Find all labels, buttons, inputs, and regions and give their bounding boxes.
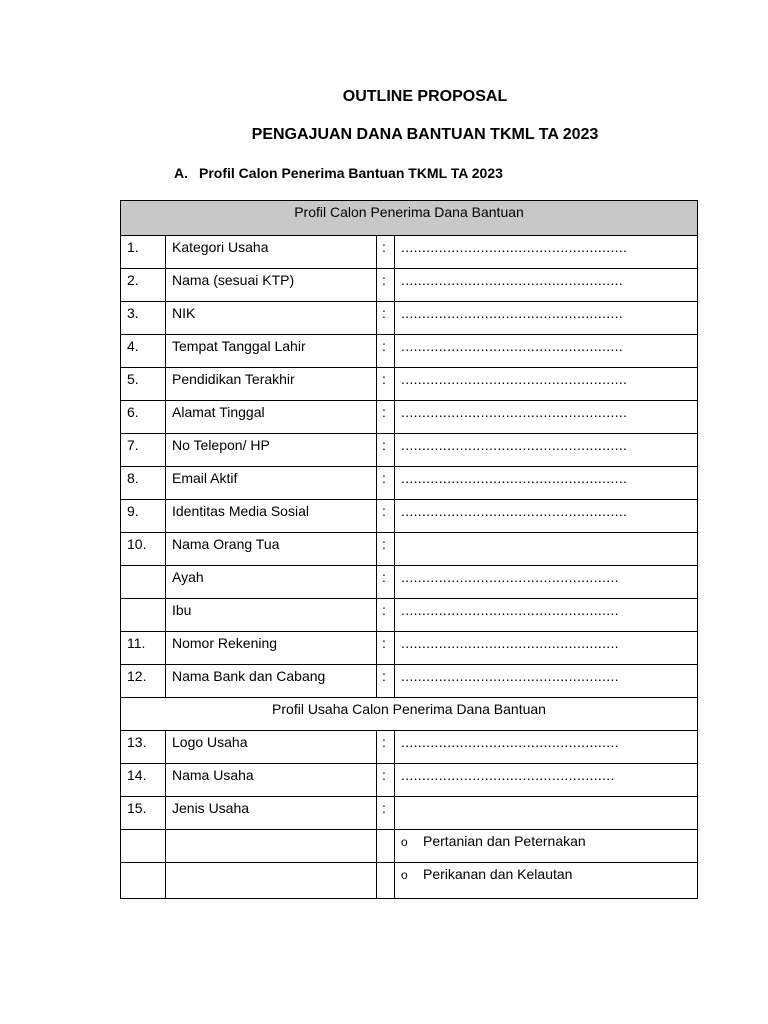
table-row xyxy=(121,632,698,665)
table-row xyxy=(121,434,698,467)
row-colon: : xyxy=(377,269,395,302)
table-row xyxy=(121,401,698,434)
option-row xyxy=(121,830,698,863)
row-colon: : xyxy=(377,302,395,335)
table-row xyxy=(121,467,698,500)
row-number: 10. xyxy=(121,533,166,566)
row-colon: : xyxy=(377,764,395,797)
row-label: Email Aktif xyxy=(166,467,377,500)
row-label: Ibu xyxy=(166,599,377,632)
option-row xyxy=(121,863,698,899)
row-colon: : xyxy=(377,335,395,368)
option-perikanan[interactable] xyxy=(395,863,698,899)
row-label: No Telepon/ HP xyxy=(166,434,377,467)
bullet-icon: o xyxy=(401,868,408,882)
row-number: 4. xyxy=(121,335,166,368)
table-row xyxy=(121,335,698,368)
table-row xyxy=(121,236,698,269)
empty-cell xyxy=(377,830,395,863)
row-colon: : xyxy=(377,368,395,401)
table-row xyxy=(121,269,698,302)
row-colon: : xyxy=(377,500,395,533)
row-colon: : xyxy=(377,632,395,665)
table-row xyxy=(121,797,698,830)
row-value-field[interactable]: .................................................... xyxy=(395,566,698,599)
empty-cell xyxy=(377,863,395,899)
row-number: 12. xyxy=(121,665,166,698)
row-value-field xyxy=(395,533,698,566)
row-value-field[interactable]: .................................................... xyxy=(395,665,698,698)
row-label: Nomor Rekening xyxy=(166,632,377,665)
row-number xyxy=(121,599,166,632)
row-number: 6. xyxy=(121,401,166,434)
row-value-field[interactable]: ...................................................... xyxy=(395,467,698,500)
row-colon: : xyxy=(377,731,395,764)
table-row xyxy=(121,302,698,335)
table-header-row xyxy=(121,201,698,236)
bullet-icon: o xyxy=(401,835,408,849)
row-label: Nama Bank dan Cabang xyxy=(166,665,377,698)
section-label: Profil Calon Penerima Bantuan TKML TA 2023 xyxy=(199,165,503,181)
document-subtitle: PENGAJUAN DANA BANTUAN TKML TA 2023 xyxy=(251,126,599,143)
table-subheader: Profil Usaha Calon Penerima Dana Bantuan xyxy=(121,698,698,731)
row-label: Identitas Media Sosial xyxy=(166,500,377,533)
section-heading xyxy=(174,165,503,181)
row-value-field[interactable]: ................................................... xyxy=(395,764,698,797)
row-label: Logo Usaha xyxy=(166,731,377,764)
table-row xyxy=(121,533,698,566)
row-label: Ayah xyxy=(166,566,377,599)
row-colon: : xyxy=(377,797,395,830)
row-number: 3. xyxy=(121,302,166,335)
row-label: NIK xyxy=(166,302,377,335)
row-colon: : xyxy=(377,467,395,500)
row-value-field[interactable]: ...................................................... xyxy=(395,500,698,533)
row-number: 14. xyxy=(121,764,166,797)
row-label: Tempat Tanggal Lahir xyxy=(166,335,377,368)
row-value-field[interactable]: .................................................... xyxy=(395,731,698,764)
empty-cell xyxy=(121,863,166,899)
table-row xyxy=(121,764,698,797)
row-value-field[interactable]: ...................................................... xyxy=(395,368,698,401)
row-label: Pendidikan Terakhir xyxy=(166,368,377,401)
row-colon: : xyxy=(377,236,395,269)
option-pertanian[interactable] xyxy=(395,830,698,863)
row-value-field[interactable]: ..................................................... xyxy=(395,302,698,335)
table-subheader-row xyxy=(121,698,698,731)
profile-form-table xyxy=(120,200,698,899)
empty-cell xyxy=(166,830,377,863)
row-colon: : xyxy=(377,566,395,599)
row-value-field[interactable]: ..................................................... xyxy=(395,269,698,302)
row-value-field xyxy=(395,797,698,830)
table-row xyxy=(121,368,698,401)
table-header: Profil Calon Penerima Dana Bantuan xyxy=(121,201,698,236)
row-number: 5. xyxy=(121,368,166,401)
row-colon: : xyxy=(377,665,395,698)
row-number: 9. xyxy=(121,500,166,533)
row-number: 15. xyxy=(121,797,166,830)
row-number: 11. xyxy=(121,632,166,665)
row-label: Nama (sesuai KTP) xyxy=(166,269,377,302)
row-value-field[interactable]: ...................................................... xyxy=(395,434,698,467)
empty-cell xyxy=(166,863,377,899)
table-row xyxy=(121,566,698,599)
row-colon: : xyxy=(377,599,395,632)
row-colon: : xyxy=(377,434,395,467)
row-number: 13. xyxy=(121,731,166,764)
option-label: Pertanian dan Peternakan xyxy=(423,833,586,849)
table-row xyxy=(121,500,698,533)
row-label: Alamat Tinggal xyxy=(166,401,377,434)
row-number: 1. xyxy=(121,236,166,269)
row-colon: : xyxy=(377,533,395,566)
row-label: Jenis Usaha xyxy=(166,797,377,830)
row-label: Nama Usaha xyxy=(166,764,377,797)
row-label: Kategori Usaha xyxy=(166,236,377,269)
row-number: 8. xyxy=(121,467,166,500)
option-label: Perikanan dan Kelautan xyxy=(423,866,573,882)
row-value-field[interactable]: .................................................... xyxy=(395,632,698,665)
row-value-field[interactable]: ...................................................... xyxy=(395,236,698,269)
row-number xyxy=(121,566,166,599)
empty-cell xyxy=(121,830,166,863)
row-number: 2. xyxy=(121,269,166,302)
section-letter: A. xyxy=(174,165,188,181)
row-value-field[interactable]: ...................................................... xyxy=(395,401,698,434)
row-colon: : xyxy=(377,401,395,434)
row-value-field[interactable]: ..................................................... xyxy=(395,335,698,368)
row-label: Nama Orang Tua xyxy=(166,533,377,566)
row-value-field[interactable]: .................................................... xyxy=(395,599,698,632)
table-row xyxy=(121,599,698,632)
document-title: OUTLINE PROPOSAL xyxy=(342,88,508,105)
table-row xyxy=(121,665,698,698)
table-row xyxy=(121,731,698,764)
row-number: 7. xyxy=(121,434,166,467)
